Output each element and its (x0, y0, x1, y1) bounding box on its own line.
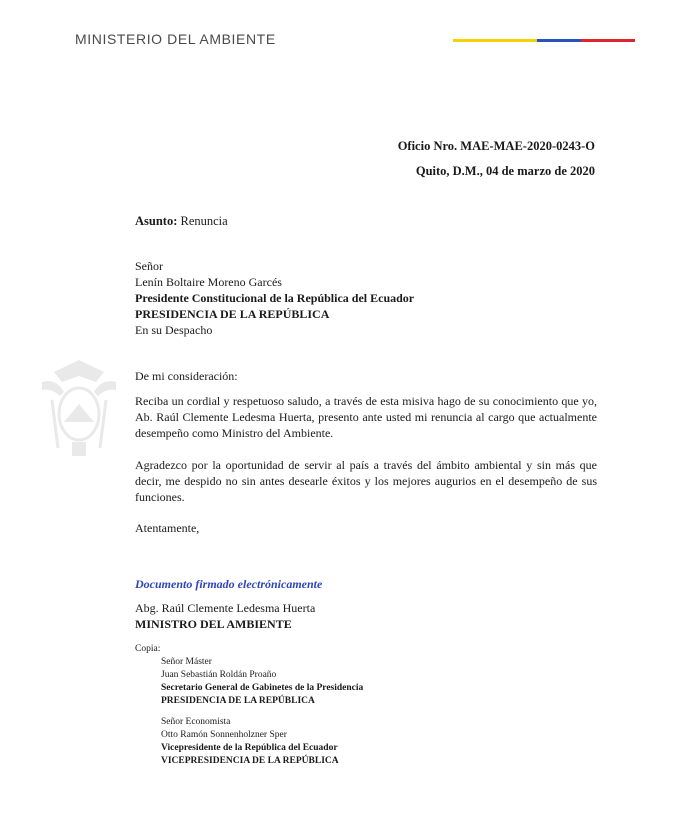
subject-label: Asunto: (135, 214, 178, 228)
copy-office: PRESIDENCIA DE LA REPÚBLICA (161, 696, 315, 706)
addressee-location: En su Despacho (135, 323, 213, 337)
flag-red-stripe (581, 39, 635, 42)
ministry-header: MINISTERIO DEL AMBIENTE (75, 31, 276, 47)
signer-title: MINISTRO DEL AMBIENTE (135, 617, 292, 631)
addressee-salutation: Señor (135, 259, 163, 273)
copy-name: Juan Sebastián Roldán Proaño (161, 670, 277, 680)
closing: Atentamente, (135, 521, 200, 535)
body-paragraph-2: Agradezco por la oportunidad de servir al país a través del ámbito ambiental y sin más que decir, me despido no sin antes desearle éxitos y los mejores augurios en el desempeño de sus funciones. (135, 458, 597, 504)
copy-office: VICEPRESIDENCIA DE LA REPÚBLICA (161, 756, 339, 766)
body-paragraph-1: Reciba un cordial y respetuoso saludo, a través de esta misiva hago de su conocimiento que yo, Ab. Raúl Clemente Ledesma Huerta, presento ante usted mi renuncia al cargo que actualmente desempeño como Ministro del Ambiente. (135, 394, 597, 440)
reference-number: Oficio Nro. MAE-MAE-2020-0243-O (397, 139, 595, 153)
copy-salutation: Señor Máster (161, 657, 212, 667)
copy-title: Secretario General de Gabinetes de la Presidencia (161, 683, 364, 693)
copy-recipient (161, 716, 339, 768)
electronic-signature-note: Documento firmado electrónicamente (135, 577, 323, 591)
signer-block (135, 600, 315, 632)
copy-recipient (161, 656, 363, 708)
copy-salutation: Señor Economista (161, 717, 231, 727)
coat-of-arms-watermark-icon (34, 352, 124, 462)
addressee-name: Lenín Boltaire Moreno Garcés (135, 275, 282, 289)
subject-line (135, 214, 228, 229)
signer-name: Abg. Raúl Clemente Ledesma Huerta (135, 601, 316, 615)
copy-name: Otto Ramón Sonnenholzner Sper (161, 730, 287, 740)
subject-value: Renuncia (180, 214, 228, 228)
addressee-office: PRESIDENCIA DE LA REPÚBLICA (135, 307, 330, 321)
flag-yellow-stripe (453, 39, 537, 42)
flag-color-bar (453, 39, 635, 42)
flag-blue-stripe (537, 39, 581, 42)
copy-title: Vicepresidente de la República del Ecuador (161, 743, 338, 753)
addressee-block (135, 258, 414, 338)
addressee-title: Presidente Constitucional de la República del Ecuador (135, 291, 415, 305)
place-date: Quito, D.M., 04 de marzo de 2020 (415, 164, 595, 178)
copy-label: Copia: (135, 644, 161, 654)
greeting: De mi consideración: (135, 369, 238, 383)
